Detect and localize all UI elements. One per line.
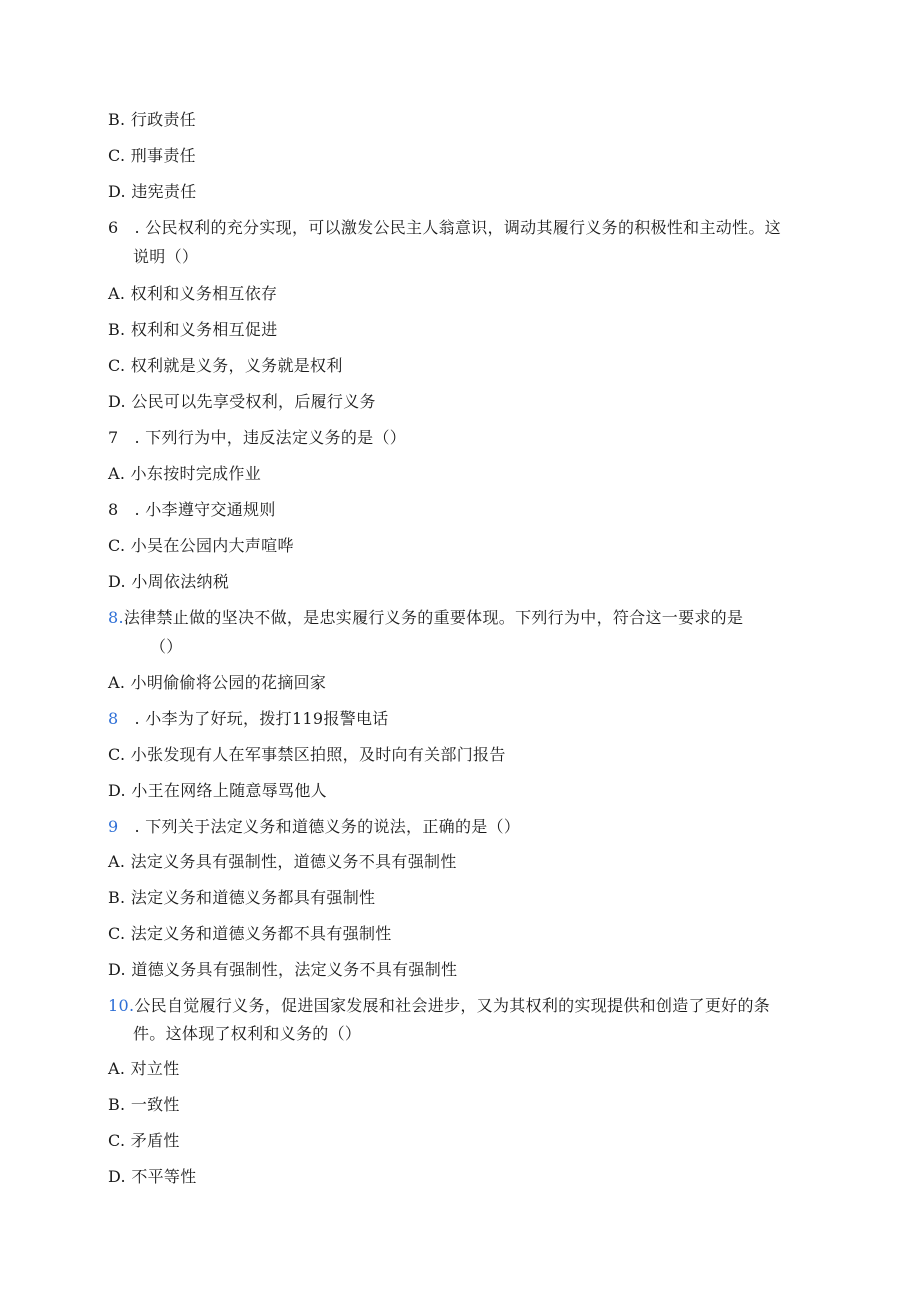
question-continuation: 说明（） — [133, 247, 199, 266]
option-text: . 小李遵守交通规则 — [134, 500, 276, 519]
question-number: 8. — [108, 608, 124, 627]
option-line: D. 不平等性 — [108, 1167, 197, 1186]
option-number: 8 — [108, 709, 119, 728]
option-line: B. 行政责任 — [108, 110, 197, 129]
option-line: C. 法定义务和道德义务都不具有强制性 — [108, 924, 392, 943]
option-line: A. 小东按时完成作业 — [108, 464, 262, 483]
question-line — [108, 608, 743, 628]
option-line: C. 矛盾性 — [108, 1131, 180, 1150]
question-text: 法律禁止做的坚决不做，是忠实履行义务的重要体现。下列行为中，符合这一要求的是 — [123, 608, 744, 627]
question-number: 6 — [108, 218, 119, 237]
question-number: 9 — [108, 817, 119, 836]
option-line: C. 小张发现有人在军事禁区拍照，及时向有关部门报告 — [108, 745, 506, 764]
question-continuation: （） — [150, 637, 183, 656]
option-line: D. 小王在网络上随意辱骂他人 — [108, 781, 327, 800]
option-line — [108, 500, 276, 520]
option-line: C. 小吴在公园内大声喧哗 — [108, 536, 294, 555]
option-line: A. 法定义务具有强制性，道德义务不具有强制性 — [108, 852, 457, 871]
question-text: . 下列行为中，违反法定义务的是（） — [134, 428, 407, 447]
option-line: A. 权利和义务相互依存 — [108, 284, 278, 303]
option-line: D. 公民可以先享受权利，后履行义务 — [108, 392, 376, 411]
question-line — [108, 817, 520, 837]
option-line: A. 小明偷偷将公园的花摘回家 — [108, 673, 327, 692]
option-line: D. 违宪责任 — [108, 182, 197, 201]
question-line — [108, 218, 781, 238]
question-text: . 下列关于法定义务和道德义务的说法，正确的是（） — [134, 817, 521, 836]
question-text: . 公民权利的充分实现，可以激发公民主人翁意识，调动其履行义务的积极性和主动性。这 — [134, 218, 781, 237]
question-text: 公民自觉履行义务，促进国家发展和社会进步，又为其权利的实现提供和创造了更好的条 — [134, 996, 771, 1015]
question-line — [108, 428, 406, 448]
question-line — [108, 996, 770, 1016]
question-number: 7 — [108, 428, 119, 447]
option-number: 8 — [108, 500, 119, 519]
option-line: B. 权利和义务相互促进 — [108, 320, 278, 339]
option-text: . 小李为了好玩，拨打119报警电话 — [134, 709, 389, 728]
option-line: A. 对立性 — [108, 1059, 180, 1078]
option-line: D. 道德义务具有强制性，法定义务不具有强制性 — [108, 960, 458, 979]
option-line: C. 权利就是义务，义务就是权利 — [108, 356, 343, 375]
question-number: 10. — [108, 996, 135, 1015]
option-line: C. 刑事责任 — [108, 146, 196, 165]
option-line: B. 一致性 — [108, 1095, 180, 1114]
question-continuation: 件。这体现了权利和义务的（） — [133, 1024, 362, 1043]
option-line: B. 法定义务和道德义务都具有强制性 — [108, 888, 376, 907]
option-line — [108, 709, 389, 729]
option-line: D. 小周依法纳税 — [108, 572, 230, 591]
